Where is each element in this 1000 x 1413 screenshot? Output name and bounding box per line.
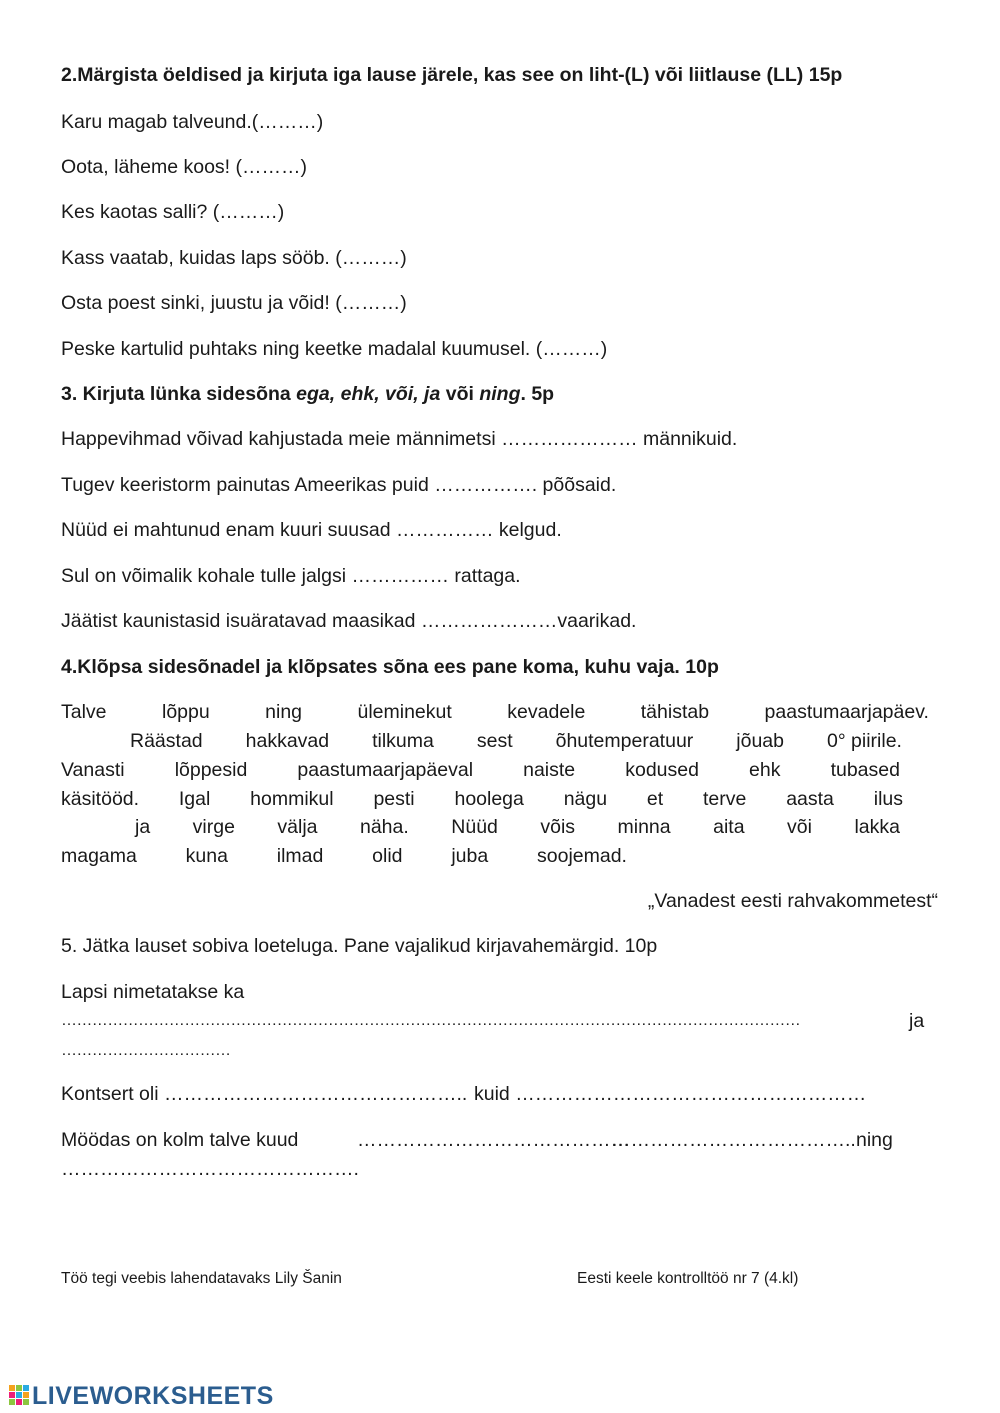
task5-answer-field-1[interactable]: ………………………………………………………………………………………………………………………………	[61, 1012, 801, 1029]
task5-answer-field-2[interactable]: ……………………………	[61, 1042, 231, 1059]
task3-sentence-1: Happevihmad võivad kahjustada meie männimetsi ………………… männikuid.	[61, 428, 738, 450]
task4-text-line-2	[130, 729, 902, 753]
task5-sentence-2-kuid[interactable]: kuid ………………………………………………	[474, 1083, 867, 1105]
task4-text-line-3	[61, 758, 900, 782]
word[interactable]: nägu	[563, 788, 608, 810]
word[interactable]: lõppesid	[174, 759, 248, 781]
task3-sentence-3: Nüüd ei mahtunud enam kuuri suusad …………… kelgud.	[61, 519, 562, 541]
task5-answer-field-3[interactable]: ……………………………………	[357, 1129, 630, 1151]
task3-heading-ning: ning	[479, 383, 521, 405]
word[interactable]: ilmad	[276, 845, 324, 867]
word-conjunction[interactable]: või	[787, 816, 812, 838]
word[interactable]: tilkuma	[372, 730, 434, 752]
footer-author: Töö tegi veebis lahendatavaks Lily Šanin	[61, 1270, 342, 1287]
word[interactable]: aasta	[786, 788, 834, 810]
word[interactable]: välja	[277, 816, 318, 838]
word[interactable]: kodused	[625, 759, 699, 781]
word-conjunction[interactable]: sest	[476, 730, 513, 752]
brand-name: LIVEWORKSHEETS	[32, 1381, 274, 1410]
word[interactable]: virge	[192, 816, 235, 838]
footer-title: Eesti keele kontrolltöö nr 7 (4.kl)	[577, 1270, 799, 1287]
task4-text-line-6	[61, 844, 627, 868]
word[interactable]: käsitööd.	[61, 788, 140, 810]
word[interactable]: magama	[61, 845, 137, 867]
word[interactable]: paastumaarjapäeval	[297, 759, 474, 781]
word[interactable]: üleminekut	[357, 701, 452, 723]
word-conjunction[interactable]: ehk	[749, 759, 781, 781]
task5-ja: ja	[909, 1010, 925, 1032]
word[interactable]: hommikul	[250, 788, 334, 810]
task3-sentence-5: Jäätist kaunistasid isuäratavad maasikad …………………vaarikad.	[61, 610, 637, 632]
word[interactable]: terve	[703, 788, 747, 810]
word[interactable]: tähistab	[640, 701, 710, 723]
task4-text-line-4	[61, 787, 903, 811]
word[interactable]: lõppu	[161, 701, 210, 723]
word-conjunction[interactable]: ning	[265, 701, 303, 723]
worksheet-blocks-icon	[8, 1383, 30, 1409]
task3-heading-pre: 3. Kirjuta lünka sidesõna	[61, 383, 297, 405]
task3-heading	[61, 382, 554, 406]
word[interactable]: õhutemperatuur	[555, 730, 694, 752]
word[interactable]: Igal	[178, 788, 211, 810]
task3-heading-post: . 5p	[520, 383, 555, 405]
word[interactable]: ilus	[873, 788, 903, 810]
task2-sentence-5: Osta poest sinki, juustu ja võid! (………)	[61, 292, 407, 314]
word[interactable]: soojemad.	[537, 845, 627, 867]
word[interactable]: võis	[540, 816, 576, 838]
task4-text-line-1	[61, 700, 929, 724]
task5-heading: 5. Jätka lauset sobiva loeteluga. Pane vajalikud kirjavahemärgid. 10p	[61, 935, 658, 957]
word[interactable]: 0° piirile.	[826, 730, 902, 752]
word[interactable]: Räästad	[130, 730, 203, 752]
word-conjunction[interactable]: kuna	[185, 845, 228, 867]
task2-sentence-4: Kass vaatab, kuidas laps sööb. (………)	[61, 247, 407, 269]
task4-source: „Vanadest eesti rahvakommetest“	[647, 890, 938, 912]
task3-sentence-2: Tugev keeristorm painutas Ameerikas puid ……………. põõsaid.	[61, 474, 617, 496]
word[interactable]: hoolega	[454, 788, 524, 810]
task4-heading: 4.Klõpsa sidesõnadel ja klõpsates sõna ees pane koma, kuhu vaja. 10p	[61, 656, 719, 678]
task3-heading-conjunctions: ega, ehk, või, ja	[296, 383, 441, 405]
word[interactable]: Talve	[61, 701, 107, 723]
word[interactable]: minna	[617, 816, 671, 838]
word[interactable]: lakka	[854, 816, 900, 838]
task5-sentence-3-label: Möödas on kolm talve kuud	[61, 1129, 299, 1151]
task2-heading: 2.Märgista öeldised ja kirjuta iga lause järele, kas see on liht-(L) või liitlause (LL) 15p	[61, 64, 843, 86]
word-conjunction[interactable]: ja	[135, 816, 151, 838]
task2-sentence-3: Kes kaotas salli? (………)	[61, 201, 285, 223]
word[interactable]: juba	[451, 845, 489, 867]
task5-answer-field-5[interactable]: ……………………………………….	[61, 1158, 359, 1180]
word[interactable]: olid	[372, 845, 403, 867]
task2-sentence-2: Oota, läheme koos! (………)	[61, 156, 307, 178]
task3-heading-mid: või	[440, 383, 480, 405]
task3-sentence-4: Sul on võimalik kohale tulle jalgsi …………… rattaga.	[61, 565, 521, 587]
word[interactable]: paastumaarjapäev.	[764, 701, 929, 723]
task2-sentence-6: Peske kartulid puhtaks ning keetke madalal kuumusel. (………)	[61, 338, 608, 360]
task4-text-line-5	[135, 815, 900, 839]
task5-sentence-2[interactable]: Kontsert oli ………………………………………..	[61, 1083, 468, 1105]
task5-sentence-1-label: Lapsi nimetatakse ka	[61, 981, 245, 1003]
word[interactable]: tubased	[830, 759, 900, 781]
word[interactable]: jõuab	[736, 730, 784, 752]
task2-sentence-1: Karu magab talveund.(………)	[61, 111, 324, 133]
liveworksheets-logo[interactable]	[8, 1381, 274, 1411]
word[interactable]: näha.	[359, 816, 409, 838]
task5-answer-field-4[interactable]: ………………………………..	[611, 1129, 856, 1151]
word[interactable]: hakkavad	[245, 730, 330, 752]
word[interactable]: naiste	[523, 759, 576, 781]
word[interactable]: Vanasti	[61, 759, 125, 781]
word[interactable]: aita	[713, 816, 745, 838]
word[interactable]: Nüüd	[451, 816, 498, 838]
task5-ning: ning	[856, 1129, 893, 1151]
word-conjunction[interactable]: et	[646, 788, 664, 810]
word[interactable]: kevadele	[507, 701, 586, 723]
word[interactable]: pesti	[373, 788, 415, 810]
